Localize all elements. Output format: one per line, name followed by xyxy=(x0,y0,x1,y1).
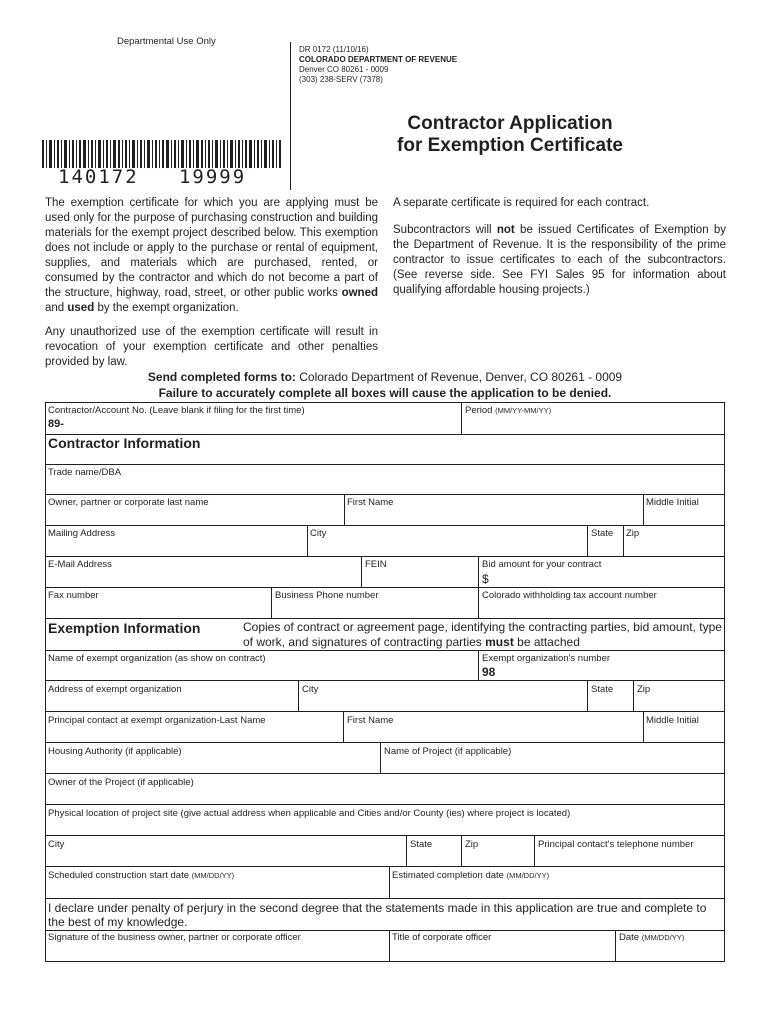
period-label[interactable]: Period (MM/YY-MM/YY) xyxy=(465,405,552,416)
project-owner-field[interactable]: Owner of the Project (if applicable) xyxy=(48,777,194,788)
intro-right-paragraph-1: A separate certificate is required for each contract. xyxy=(393,197,650,209)
signature-field[interactable]: Signature of the business owner, partner or corporate officer xyxy=(48,932,301,943)
exempt-org-address-field[interactable]: Address of exempt organization xyxy=(48,684,182,695)
exempt-org-number-label: Exempt organization's number xyxy=(482,653,611,664)
mailing-zip-field[interactable]: Zip xyxy=(626,528,640,539)
perjury-declaration: I declare under penalty of perjury in the second degree that the statements made in this application are true and complete to the best of my knowledge. xyxy=(48,901,707,929)
barcode-number: 140172 19999 xyxy=(58,166,247,188)
principal-first-name-field[interactable]: First Name xyxy=(347,715,394,726)
exempt-org-name-field[interactable]: Name of exempt organization (as show on contract) xyxy=(48,653,266,664)
mailing-state-field[interactable]: State xyxy=(591,528,614,539)
owner-middle-initial-field[interactable]: Middle Initial xyxy=(646,497,699,508)
send-instructions xyxy=(45,369,725,401)
exempt-org-city-field[interactable]: City xyxy=(302,684,319,695)
physical-location-field[interactable]: Physical location of project site (give actual address when applicable and Cities and/or County (ies) where project is located) xyxy=(48,808,571,819)
withholding-account-field[interactable]: Colorado withholding tax account number xyxy=(482,590,657,601)
principal-middle-initial-field[interactable]: Middle Initial xyxy=(646,715,699,726)
account-number-field[interactable]: 89- xyxy=(48,418,64,430)
exempt-org-zip-field[interactable]: Zip xyxy=(637,684,651,695)
barcode xyxy=(42,140,282,168)
business-phone-field[interactable]: Business Phone number xyxy=(275,590,379,601)
owner-last-name-field[interactable]: Owner, partner or corporate last name xyxy=(48,497,209,508)
exempt-org-number-field[interactable]: 98 xyxy=(482,665,496,679)
fax-number-field[interactable]: Fax number xyxy=(48,590,99,601)
signature-date-field[interactable]: Date (MM/DD/YY) xyxy=(619,932,685,943)
denial-warning: Failure to accurately complete all boxes will cause the application to be denied. xyxy=(158,386,612,400)
project-state-field[interactable]: State xyxy=(410,839,433,850)
bid-amount-field[interactable]: $ xyxy=(482,572,489,586)
trade-name-field[interactable]: Trade name/DBA xyxy=(48,467,122,478)
title-line-2: for Exemption Certificate xyxy=(397,135,623,156)
owner-first-name-field[interactable]: First Name xyxy=(347,497,394,508)
intro-left xyxy=(45,196,378,370)
agency-block xyxy=(299,45,457,85)
officer-title-field[interactable]: Title of corporate officer xyxy=(392,932,492,943)
project-name-field[interactable]: Name of Project (if applicable) xyxy=(384,746,512,757)
housing-authority-field[interactable]: Housing Authority (if applicable) xyxy=(48,746,182,757)
exempt-org-state-field[interactable]: State xyxy=(591,684,614,695)
principal-phone-field[interactable]: Principal contact's telephone number xyxy=(538,839,694,850)
header-divider xyxy=(290,42,291,190)
intro-left-paragraph-1: The exemption certificate for which you are applying must be used only for the purpose of purchasing construction and building materials for the exempt project described below. This exemption does not include or apply to the purchase or rental of equipment, supplies, and materials which are purchased, rented, or consumed by the contractor and which do not become a part of the structure, highway, road, street, or other public works owned and used by the exempt organization. xyxy=(45,197,378,314)
send-address-line: Send completed forms to: Colorado Department of Revenue, Denver, CO 80261 - 0009 xyxy=(147,370,623,384)
email-field[interactable]: E-Mail Address xyxy=(48,559,112,570)
mailing-city-field[interactable]: City xyxy=(310,528,327,539)
agency-address: Denver CO 80261 - 0009 xyxy=(299,65,389,74)
departmental-use-label: Departmental Use Only xyxy=(117,36,216,47)
fein-field[interactable]: FEIN xyxy=(365,559,387,570)
intro-right-paragraph-2: Subcontractors will not be issued Certificates of Exemption by the Department of Revenue. It is the responsibility of the prime contractor to issue certificates to each of the subcontractors. (See reverse side. See FYI Sales 95 for information about qualifying affordable housing projects.) xyxy=(393,224,727,296)
completion-date-field[interactable]: Estimated completion date (MM/DD/YY) xyxy=(392,870,550,881)
title-line-1: Contractor Application xyxy=(407,113,613,134)
principal-last-name-field[interactable]: Principal contact at exempt organization-Last Name xyxy=(48,715,266,726)
account-number-label: Contractor/Account No. (Leave blank if filing for the first time) xyxy=(48,405,305,416)
start-date-field[interactable]: Scheduled construction start date (MM/DD/YY) xyxy=(48,870,235,881)
intro-left-paragraph-2: Any unauthorized use of the exemption certificate will result in revocation of your exemption certificate and other penalties provided by law. xyxy=(45,326,378,368)
form-number: DR 0172 (11/10/16) xyxy=(299,45,369,54)
bid-amount-label: Bid amount for your contract xyxy=(482,559,602,570)
page-title xyxy=(350,113,670,157)
project-city-field[interactable]: City xyxy=(48,839,65,850)
intro-right xyxy=(393,196,726,298)
project-zip-field[interactable]: Zip xyxy=(465,839,479,850)
exemption-section-title: Exemption Information xyxy=(48,620,201,636)
exemption-attachment-note: Copies of contract or agreement page, identifying the contracting parties, bid amount, type of work, and signatures of contracting parties must be attached xyxy=(243,620,722,649)
mailing-address-field[interactable]: Mailing Address xyxy=(48,528,116,539)
agency-phone: (303) 238-SERV (7378) xyxy=(299,75,383,84)
agency-name: COLORADO DEPARTMENT OF REVENUE xyxy=(299,55,458,64)
contractor-section-title: Contractor Information xyxy=(48,435,201,451)
